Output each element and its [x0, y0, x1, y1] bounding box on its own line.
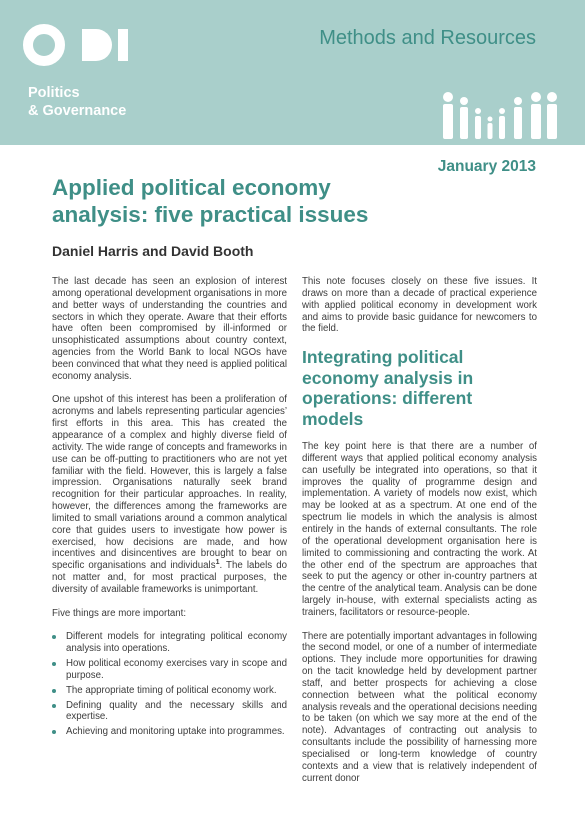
right-column — [302, 276, 537, 796]
bullet-icon — [52, 704, 56, 708]
list-item-text: Achieving and monitoring uptake into programmes. — [66, 726, 285, 738]
brand-line-governance: & Governance — [28, 103, 127, 119]
people-icons — [440, 89, 560, 141]
list-item-text: Different models for integrating political economy analysis into operations. — [66, 631, 287, 655]
paragraph: There are potentially important advantages in following the second model, or one of a number of intermediate options. They include more opportunities for drawing on the tacit knowledge held by development partner staff, and better prospects for achieving a close connection between what the political economy analysis reveals and the operational decisions needing to be taken (on which we say more at the end of the note). Advantages of contracting out analysis to consultants include the possibility of harnessing more specialised or long-term knowledge of country contexts and a view that is relatively independent of current donor — [302, 630, 537, 784]
brand-line-politics: Politics — [28, 85, 80, 101]
list-item — [52, 726, 287, 738]
odi-logo — [22, 20, 172, 70]
list-item-text: The appropriate timing of political economy work. — [66, 684, 277, 696]
paragraph: The key point here is that there are a number of different ways that applied political economy analysis can usefully be integrated into operations, so that it improves the quality of programme design and implementation. A variety of models now exist, which may be looked at as a spectrum. At one end of the spectrum lie models in which the analysis is almost entirely in the hands of external consultants. The role of the operational development organisation here is limited to commissioning and contracting the work. At the other end of the spectrum are approaches that seek to put the agency or other in-country partners at the centre of the analytical team. Analysis can be done largely in-house, with external specialists acting as trainers, facilitators or resource-people. — [302, 441, 537, 618]
brand-label — [28, 84, 126, 120]
paragraph: Five things are more important: — [52, 607, 187, 619]
page-title: Applied political economy analysis: five practical issues — [52, 175, 369, 227]
issues-list — [52, 631, 287, 738]
paragraph — [52, 394, 287, 595]
paragraph-text: One upshot of this interest has been a proliferation of acronyms and labels representing particular agencies’ first efforts in this area. This has created the appearance of a complex and highly diverse field of activity. The wide range of concepts and frameworks in use can be off-putting to practitioners who are not yet familiar with the field. However, this is largely a false impression. Organisations naturally seek brand recognition for their particular approaches. In reality, however, the differences among the frameworks are limited to small variations around a common analytical core that guides users to investigate how power is exercised, how decisions are made, and how incentives and disincentives are brought to bear on specific organisations and individuals — [52, 394, 287, 572]
section-heading: Integrating political economy analysis in operations: different models — [302, 347, 474, 429]
bullet-icon — [52, 689, 56, 693]
authors: Daniel Harris and David Booth — [52, 243, 254, 259]
list-item — [52, 658, 287, 682]
paragraph: This note focuses closely on these five issues. It draws on more than a decade of practical experience with applied political economy in development work and aims to provide basic guidance for newcomers to the field. — [302, 276, 537, 335]
publication-date: January 2013 — [437, 158, 536, 175]
paragraph: The last decade has seen an explosion of interest among operational development organisations in more and better ways of understanding the countries and sectors in which they operate. Aware that their efforts have often been compromised by ill-informed or unsophisticated assumptions about country context, agencies from the World Bank to local NGOs have been convinced that what they need is applied political economy analysis. — [52, 276, 287, 382]
bullet-icon — [52, 662, 56, 666]
list-item — [52, 700, 287, 724]
header-banner — [0, 0, 585, 145]
list-item — [52, 631, 287, 655]
bullet-icon — [52, 730, 56, 734]
list-item-text: How political economy exercises vary in scope and purpose. — [66, 658, 287, 681]
series-title: Methods and Resources — [319, 27, 536, 49]
list-item-text: Defining quality and the necessary skills and expertise. — [66, 699, 287, 723]
list-item — [52, 685, 287, 697]
paragraph-text: . The labels do not matter and, for most practical purposes, the diversity of available frameworks is unimportant. — [52, 560, 287, 595]
footnote-ref[interactable]: 1 — [215, 559, 220, 567]
bullet-icon — [52, 635, 56, 639]
left-column — [52, 276, 287, 741]
